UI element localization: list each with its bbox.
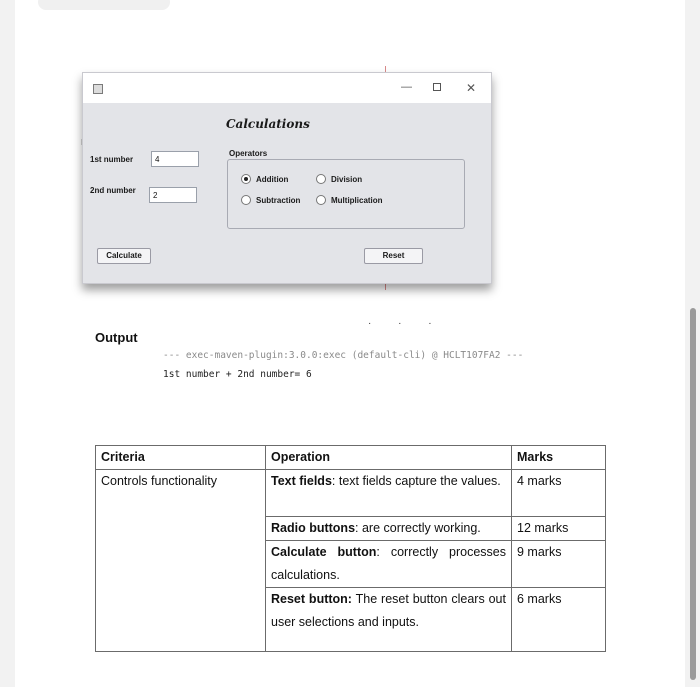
marks-cell: 4 marks bbox=[512, 470, 606, 517]
operation-cell bbox=[266, 470, 512, 517]
table-row bbox=[96, 470, 606, 517]
criteria-header: Criteria bbox=[96, 446, 266, 470]
top-decoration bbox=[38, 0, 170, 10]
scrollbar-thumb[interactable] bbox=[690, 308, 696, 680]
radio-addition[interactable] bbox=[241, 174, 288, 184]
table-header-row bbox=[96, 446, 606, 470]
radio-unchecked-icon bbox=[241, 195, 251, 205]
radio-subtraction[interactable] bbox=[241, 195, 300, 205]
calculate-button[interactable]: Calculate bbox=[97, 248, 151, 264]
operation-name: Reset button: bbox=[271, 592, 352, 606]
reset-button[interactable]: Reset bbox=[364, 248, 423, 264]
minimize-icon[interactable]: — bbox=[401, 81, 412, 93]
stray-dots: · · · bbox=[368, 318, 444, 329]
radio-checked-icon bbox=[241, 174, 251, 184]
radio-label: Multiplication bbox=[331, 195, 383, 205]
radio-label: Division bbox=[331, 174, 363, 184]
maven-log-line: --- exec-maven-plugin:3.0.0:exec (default-cli) @ HCLT107FA2 --- bbox=[163, 350, 524, 361]
java-app-icon bbox=[93, 84, 103, 94]
window-titlebar bbox=[83, 73, 491, 103]
operation-header: Operation bbox=[266, 446, 512, 470]
marks-header: Marks bbox=[512, 446, 606, 470]
operation-cell bbox=[266, 588, 512, 652]
rubric-table bbox=[95, 445, 606, 652]
calculator-window bbox=[82, 72, 492, 284]
operation-description: : text fields capture the values. bbox=[331, 474, 501, 488]
operators-group bbox=[227, 159, 465, 229]
operation-description: : correctly processes calculations. bbox=[271, 545, 506, 582]
marks-cell: 12 marks bbox=[512, 517, 606, 541]
criteria-cell: Controls functionality bbox=[96, 470, 266, 652]
marks-cell: 9 marks bbox=[512, 541, 606, 588]
second-number-label: 2nd number bbox=[90, 186, 136, 195]
result-line: 1st number + 2nd number= 6 bbox=[163, 369, 312, 380]
first-number-label: 1st number bbox=[90, 155, 134, 164]
window-heading: Calculations bbox=[226, 117, 310, 131]
operation-cell bbox=[266, 517, 512, 541]
radio-division[interactable] bbox=[316, 174, 362, 184]
operation-name: Text fields bbox=[271, 474, 332, 488]
radio-unchecked-icon bbox=[316, 174, 326, 184]
radio-label: Addition bbox=[256, 174, 289, 184]
radio-unchecked-icon bbox=[316, 195, 326, 205]
radio-label: Subtraction bbox=[256, 195, 301, 205]
operation-name: Calculate button bbox=[271, 545, 377, 559]
radio-multiplication[interactable] bbox=[316, 195, 383, 205]
output-heading: Output bbox=[95, 330, 138, 345]
operation-cell bbox=[266, 541, 512, 588]
operators-label: Operators bbox=[229, 149, 268, 158]
operation-description: The reset button clears out user selections and inputs. bbox=[271, 592, 506, 629]
maximize-icon[interactable] bbox=[433, 83, 441, 91]
close-icon[interactable]: ✕ bbox=[466, 81, 477, 95]
operation-description: : are correctly working. bbox=[355, 521, 481, 535]
marks-cell: 6 marks bbox=[512, 588, 606, 652]
second-number-input[interactable]: 2 bbox=[149, 187, 197, 203]
first-number-input[interactable]: 4 bbox=[151, 151, 199, 167]
operation-name: Radio buttons bbox=[271, 521, 356, 535]
